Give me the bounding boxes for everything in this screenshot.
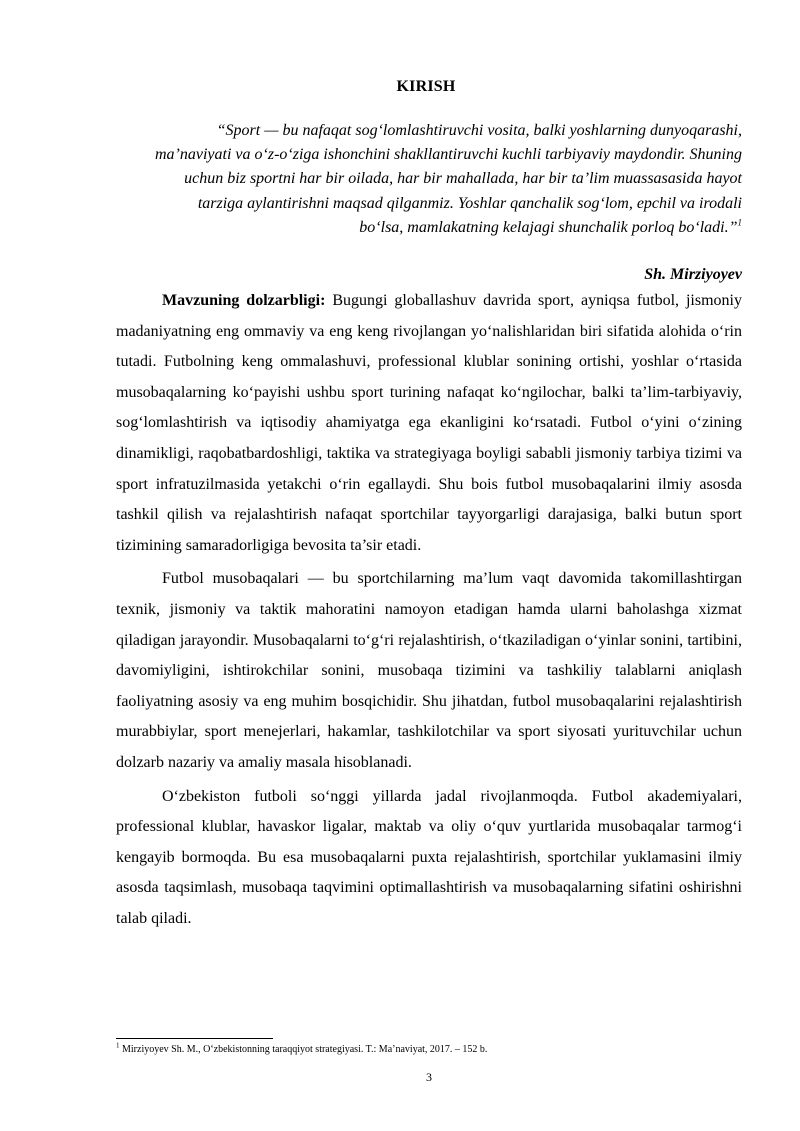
epigraph-footnote-mark: 1 [737, 217, 742, 228]
epigraph-author: Sh. Mirziyoyev [644, 266, 742, 283]
paragraph-text: Bugungi globallashuv davrida sport, ayniqsa futbol, jismoniy madaniyatning eng ommaviy va eng keng rivojlangan yo‘nalishlaridan biri sifatida alohida o‘rin tutadi. Futbolning keng ommalashuvi, professional klublar sonining ortishi, yoshlar o‘rtasida musobaqalarning ko‘payishi ushbu sport turining nafaqat ko‘ngilochar, balki ta’lim-tarbiyaviy, sog‘lomlashtirish va iqtisodiy ahamiyatga ega ekanligini ko‘rsatadi. Futbol o‘yini o‘zining dinamikligi, raqobatbardoshligi, taktika va strategiyaga boyligi sababli jismoniy tarbiya tizimi va sport infratuzilmasida yetakchi o‘rin egallaydi. Shu bois futbol musobaqalarini ilmiy asosda tashkil qilish va rejalashtirish nafaqat sportchilar tayyorgarligi darajasiga, balki butun sport tizimining samaradorligiga bevosita ta’sir etadi. [116, 292, 742, 554]
body-text [116, 286, 742, 934]
paragraph-competitions: Futbol musobaqalari — bu sportchilarning ma’lum vaqt davomida takomillashtirgan texnik, jismoniy va taktik mahoratini namoyon etadigan hamda ularni baholashga xizmat qiladigan jarayondir. Musobaqalarni to‘g‘ri rejalashtirish, o‘tkaziladigan o‘yinlar sonini, tartibini, davomiyligini, ishtirokchilar sonini, musobaqa tizimini va tashkiliy talablarni aniqlash faoliyatning asosiy va eng muhim bosqichidir. Shu jihatdan, futbol musobaqalarini rejalashtirish murabbiylar, sport menejerlari, hakamlar, tashkilotchilar va sport siyosati yurituvchilar uchun dolzarb nazariy va amaliy masala hisoblanadi. [116, 570, 742, 771]
epigraph-quote [150, 119, 742, 240]
page-number: 3 [426, 1070, 432, 1084]
footnote-text: Mirziyoyev Sh. M., O‘zbekistonning taraqqiyot strategiyasi. T.: Ma’naviyat, 2017. – 152 b. [119, 1044, 488, 1055]
footnote-separator [116, 1038, 273, 1039]
paragraph-relevance [116, 286, 742, 561]
footnote-mark: 1 [116, 1041, 120, 1050]
paragraph-uzbekistan: O‘zbekiston futboli so‘nggi yillarda jadal rivojlanmoqda. Futbol akademiyalari, professional klublar, havaskor ligalar, maktab va oliy o‘quv yurtlarida musobaqalar tarmog‘i kengayib bormoqda. Bu esa musobaqalarni puxta rejalashtirish, sportchilar yuklamasini ilmiy asosda taqsimlash, musobaqa taqvimini optimallashtirish va musobaqalarning sifatini oshirishni talab qiladi. [116, 787, 742, 927]
epigraph-text: “Sport — bu nafaqat sog‘lomlashtiruvchi vosita, balki yoshlarning dunyoqarashi, ma’naviyati va o‘z-o‘ziga ishonchini shakllantiruvchi kuchli tarbiyaviy maydondir. Shuning uchun biz sportni har bir oilada, har bir mahallada, har bir ta’lim muassasasida hayot tarziga aylantirishni maqsad qilganmiz. Yoshlar qanchalik sog‘lom, epchil va irodali bo‘lsa, mamlakatning kelajagi shunchalik porloq bo‘ladi.” [154, 122, 742, 236]
footnote [116, 1043, 487, 1056]
section-title: KIRISH [396, 78, 456, 95]
paragraph-lead: Mavzuning dolzarbligi: [162, 292, 326, 309]
